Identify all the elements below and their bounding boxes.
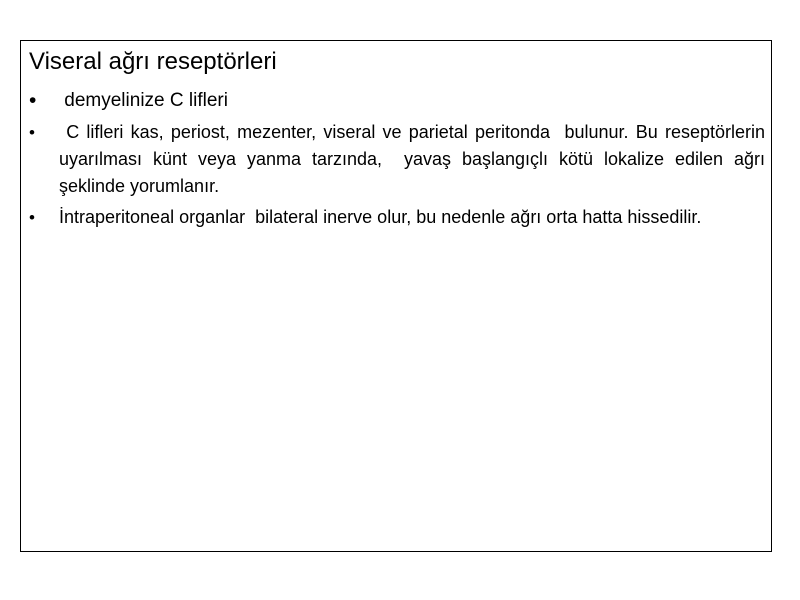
bullet-item (29, 87, 765, 115)
slide-title: Viseral ağrı reseptörleri (29, 48, 277, 75)
bullet-icon: • (29, 123, 35, 142)
bullet-item (29, 119, 771, 200)
bullet-text: İntraperitoneal organlar bilateral inerve olur, bu nedenle ağrı orta hatta hissedilir. (59, 207, 702, 227)
bullet-text: demyelinize C lifleri (59, 90, 228, 111)
slide-frame (20, 40, 772, 552)
bullet-icon: • (29, 208, 35, 227)
bullet-item (29, 204, 765, 231)
bullet-text: C lifleri kas, periost, mezenter, viseral ve parietal peritonda bulunur. Bu reseptörlerin uyarılması künt veya yanma tarzında, yavaş başlangıçlı kötü lokalize edilen ağrı şeklinde yorumlanır. (59, 122, 771, 196)
bullet-list (29, 87, 771, 235)
bullet-icon: • (29, 89, 37, 112)
